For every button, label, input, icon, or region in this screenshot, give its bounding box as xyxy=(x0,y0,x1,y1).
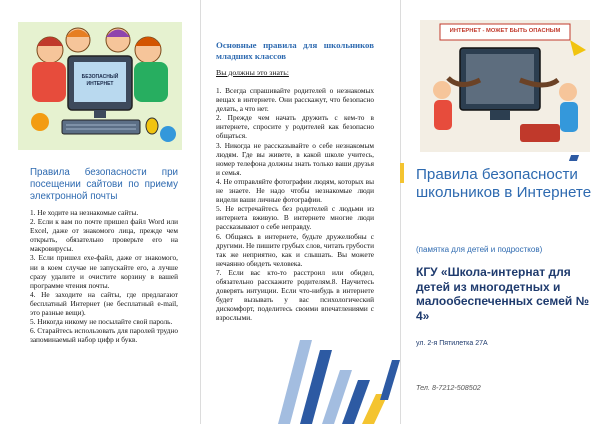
list-item: 3. Никогда не рассказывайте о себе незнакомым людям. Где вы живете, в какой школе учитесь, номер телефона должны знать только ваши друзья и семья. xyxy=(216,140,374,177)
list-item: 2. Если к вам по почте пришел файл Word или Excel, даже от знакомого лица, прежде чем открыть, обязательно проверьте его на макровирусы. xyxy=(30,217,178,254)
list-item: 1. Всегда спрашивайте родителей о незнакомых вещах в интернете. Они расскажут, что безопасно делать, а что нет. xyxy=(216,86,374,114)
must-know-subtitle: Вы должны это знать: xyxy=(216,68,289,77)
list-item: 4. Не заходите на сайты, где предлагают бесплатный Интернет (не бесплатный e-mail, это разные вещи). xyxy=(30,289,178,318)
list-item: 5. Никогда никому не посылайте свой пароль. xyxy=(30,317,173,327)
school-name: КГУ «Школа-интернат для детей из многодетных и малообеспеченных семей № 4» xyxy=(416,265,589,323)
list-item: 7. Если вас кто-то расстроил или обидел, обязательно расскажите родителям.8. Научитесь доверять интуиции. Если что-нибудь в интернете будет вызывать у вас психологический дискомфорт, поделитесь своими впечатлениями с взрослыми. xyxy=(216,267,374,323)
decorative-stripes xyxy=(240,340,410,424)
danger-banner-text: ИНТЕРНЕТ - МОЖЕТ БЫТЬ ОПАСНЫМ xyxy=(449,28,561,34)
internet-danger-drawing xyxy=(420,20,590,152)
school-address: ул. 2-я Пятилетка 27А xyxy=(416,340,488,347)
list-item: 6. Общаясь в интернете, будьте дружелюбны с другими. Не пишите грубых слов, читать грубости так же неприятно, как и слышать. Вы можете нечаянно обидеть человека. xyxy=(216,231,374,268)
panel-cover xyxy=(400,0,600,424)
accent-bar xyxy=(400,163,404,183)
email-safety-rules-list xyxy=(30,208,178,344)
list-item: 2. Прежде чем начать дружить с кем-то в интернете, спросите у родителей как безопасно общаться. xyxy=(216,113,374,141)
drawing-caption: БЕЗОПАСНЫЙ ИНТЕРНЕТ xyxy=(81,74,119,87)
phone-number: Тел. 8-7212-508502 xyxy=(416,383,481,392)
list-item: 3. Если пришел exe-файл, даже от знакомого, ни в коем случае не запускайте его, а лучше сразу удалите и очистите корзину в вашей программе чтения почты. xyxy=(30,253,178,290)
list-item: 5. Не встречайтесь без родителей с людьми из интернета вживую. В интернете многие люди рассказывают о себе неправду. xyxy=(216,204,374,232)
younger-rules-list xyxy=(216,86,374,322)
list-item: 4. Не отправляйте фотографии людям, которых вы не знаете. Не надо чтобы незнакомые люди видели ваши личные фотографии. xyxy=(216,176,374,205)
younger-rules-title: Основные правила для школьников младших классов xyxy=(216,40,374,61)
brochure-title: Правила безопасности школьников в Интернете xyxy=(416,166,592,201)
list-item: 6. Старайтесь использовать для паролей трудно запоминаемый набор цифр и букв. xyxy=(30,326,178,345)
list-item: 1. Не ходите на незнакомые сайты. xyxy=(30,208,139,217)
safe-internet-drawing xyxy=(18,22,182,150)
brochure-subtitle: (памятка для детей и подростков) xyxy=(416,245,543,254)
corner-accent xyxy=(569,155,579,161)
email-safety-title: Правила безопасности при посещении сайтови по приему электронной почты xyxy=(30,167,178,203)
panel-safety-rules xyxy=(0,0,200,424)
